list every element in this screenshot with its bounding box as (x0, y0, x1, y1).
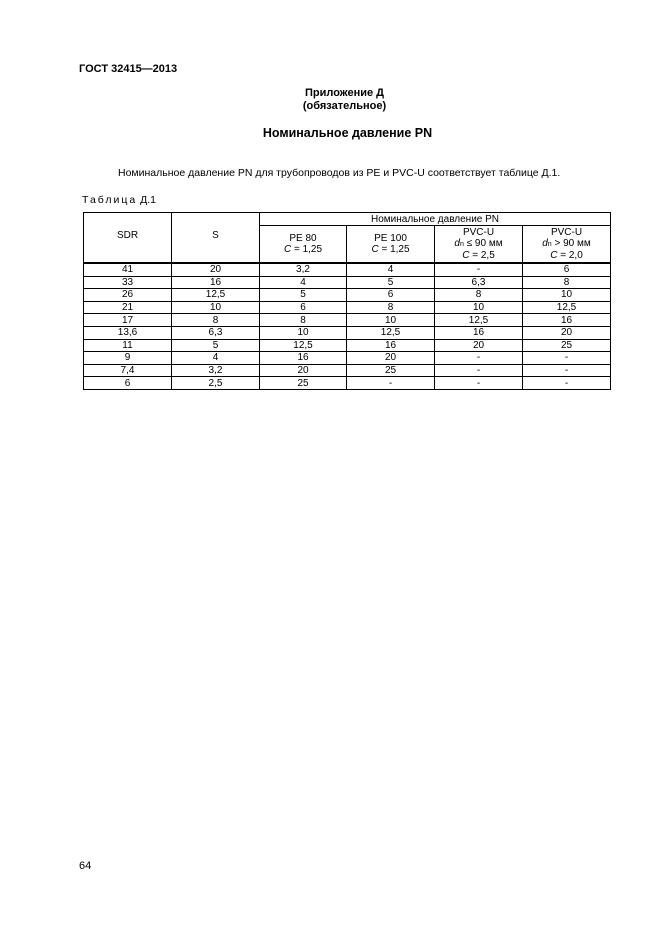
table-caption (82, 194, 156, 206)
document-code: ГОСТ 32415—2013 (79, 63, 178, 75)
cell-sdr: 7,4 (84, 364, 172, 377)
table-row (84, 276, 611, 289)
cell-s: 6,3 (172, 326, 260, 339)
table-row (84, 364, 611, 377)
cell-pe80: 12,5 (260, 339, 347, 352)
annex-heading (0, 87, 661, 113)
cell-sdr: 13,6 (84, 326, 172, 339)
pvcu-small-coefficient: C = 2,5 (462, 250, 495, 261)
table-row (84, 314, 611, 327)
cell-pvcu-large: 8 (523, 276, 611, 289)
cell-pe80: 10 (260, 326, 347, 339)
cell-pvcu-small: 16 (435, 326, 523, 339)
table-caption-word: Таблица (82, 194, 138, 206)
pn-table (83, 212, 611, 390)
cell-pvcu-small: 20 (435, 339, 523, 352)
cell-pe100: - (347, 377, 435, 390)
col-group-header-pn: Номинальное давление PN (260, 213, 611, 226)
table-row (84, 301, 611, 314)
pvcu-large-coefficient: C = 2,0 (550, 250, 583, 261)
table-row (84, 289, 611, 302)
cell-s: 5 (172, 339, 260, 352)
cell-sdr: 11 (84, 339, 172, 352)
cell-sdr: 33 (84, 276, 172, 289)
cell-pe100: 6 (347, 289, 435, 302)
cell-pvcu-large: 10 (523, 289, 611, 302)
cell-pe100: 16 (347, 339, 435, 352)
cell-s: 3,2 (172, 364, 260, 377)
cell-pe80: 16 (260, 352, 347, 365)
pe100-name: PE 100 (374, 233, 407, 244)
cell-s: 20 (172, 263, 260, 276)
cell-pe100: 8 (347, 301, 435, 314)
cell-pvcu-large: - (523, 352, 611, 365)
cell-pvcu-large: 20 (523, 326, 611, 339)
annex-status: (обязательное) (302, 100, 387, 112)
section-title: Номинальное давление PN (262, 126, 433, 140)
table-row (84, 326, 611, 339)
cell-pe80: 25 (260, 377, 347, 390)
cell-sdr: 41 (84, 263, 172, 276)
table-row (84, 263, 611, 276)
cell-s: 2,5 (172, 377, 260, 390)
col-header-pe80 (260, 226, 347, 264)
cell-pvcu-small: 6,3 (435, 276, 523, 289)
table-row (84, 377, 611, 390)
cell-pvcu-large: - (523, 364, 611, 377)
table-header-row (84, 213, 611, 226)
cell-pe100: 25 (347, 364, 435, 377)
cell-s: 8 (172, 314, 260, 327)
col-header-pvcu-large (523, 226, 611, 264)
cell-pe100: 5 (347, 276, 435, 289)
cell-pvcu-small: - (435, 377, 523, 390)
table-caption-number: Д.1 (140, 194, 156, 206)
cell-pe100: 12,5 (347, 326, 435, 339)
table-row (84, 352, 611, 365)
pvcu-large-diameter: dn > 90 мм (542, 238, 591, 249)
cell-pvcu-large: 12,5 (523, 301, 611, 314)
col-header-sdr: SDR (84, 213, 172, 264)
cell-s: 12,5 (172, 289, 260, 302)
col-header-pvcu-small (435, 226, 523, 264)
pe80-coefficient: C = 1,25 (283, 244, 323, 255)
cell-pvcu-small: 8 (435, 289, 523, 302)
pvcu-small-diameter: dn ≤ 90 мм (454, 238, 503, 249)
cell-pvcu-small: - (435, 263, 523, 276)
cell-pe80: 3,2 (260, 263, 347, 276)
table-body (84, 263, 611, 389)
col-header-s: S (172, 213, 260, 264)
cell-pe80: 6 (260, 301, 347, 314)
cell-pvcu-large: - (523, 377, 611, 390)
cell-pvcu-small: 12,5 (435, 314, 523, 327)
cell-pe100: 4 (347, 263, 435, 276)
cell-pvcu-large: 6 (523, 263, 611, 276)
cell-pvcu-large: 25 (523, 339, 611, 352)
cell-pvcu-small: - (435, 352, 523, 365)
col-header-pe100 (347, 226, 435, 264)
pe80-name: PE 80 (289, 233, 317, 244)
pvcu-small-name: PVC-U (462, 227, 495, 238)
cell-pe80: 5 (260, 289, 347, 302)
cell-sdr: 21 (84, 301, 172, 314)
cell-sdr: 26 (84, 289, 172, 302)
cell-pe80: 4 (260, 276, 347, 289)
cell-sdr: 9 (84, 352, 172, 365)
pe100-coefficient: C = 1,25 (371, 244, 410, 255)
annex-title: Приложение Д (305, 87, 384, 99)
cell-sdr: 17 (84, 314, 172, 327)
cell-sdr: 6 (84, 377, 172, 390)
cell-pvcu-small: - (435, 364, 523, 377)
cell-s: 4 (172, 352, 260, 365)
table-row (84, 339, 611, 352)
cell-pvcu-large: 16 (523, 314, 611, 327)
pvcu-large-name: PVC-U (550, 227, 583, 238)
cell-pe100: 10 (347, 314, 435, 327)
cell-pe100: 20 (347, 352, 435, 365)
cell-pvcu-small: 10 (435, 301, 523, 314)
intro-paragraph: Номинальное давление PN для трубопроводов из PE и PVC-U соответствует таблице Д.1. (118, 167, 561, 179)
cell-s: 10 (172, 301, 260, 314)
cell-pe80: 20 (260, 364, 347, 377)
cell-pe80: 8 (260, 314, 347, 327)
page-number: 64 (79, 860, 92, 872)
cell-s: 16 (172, 276, 260, 289)
